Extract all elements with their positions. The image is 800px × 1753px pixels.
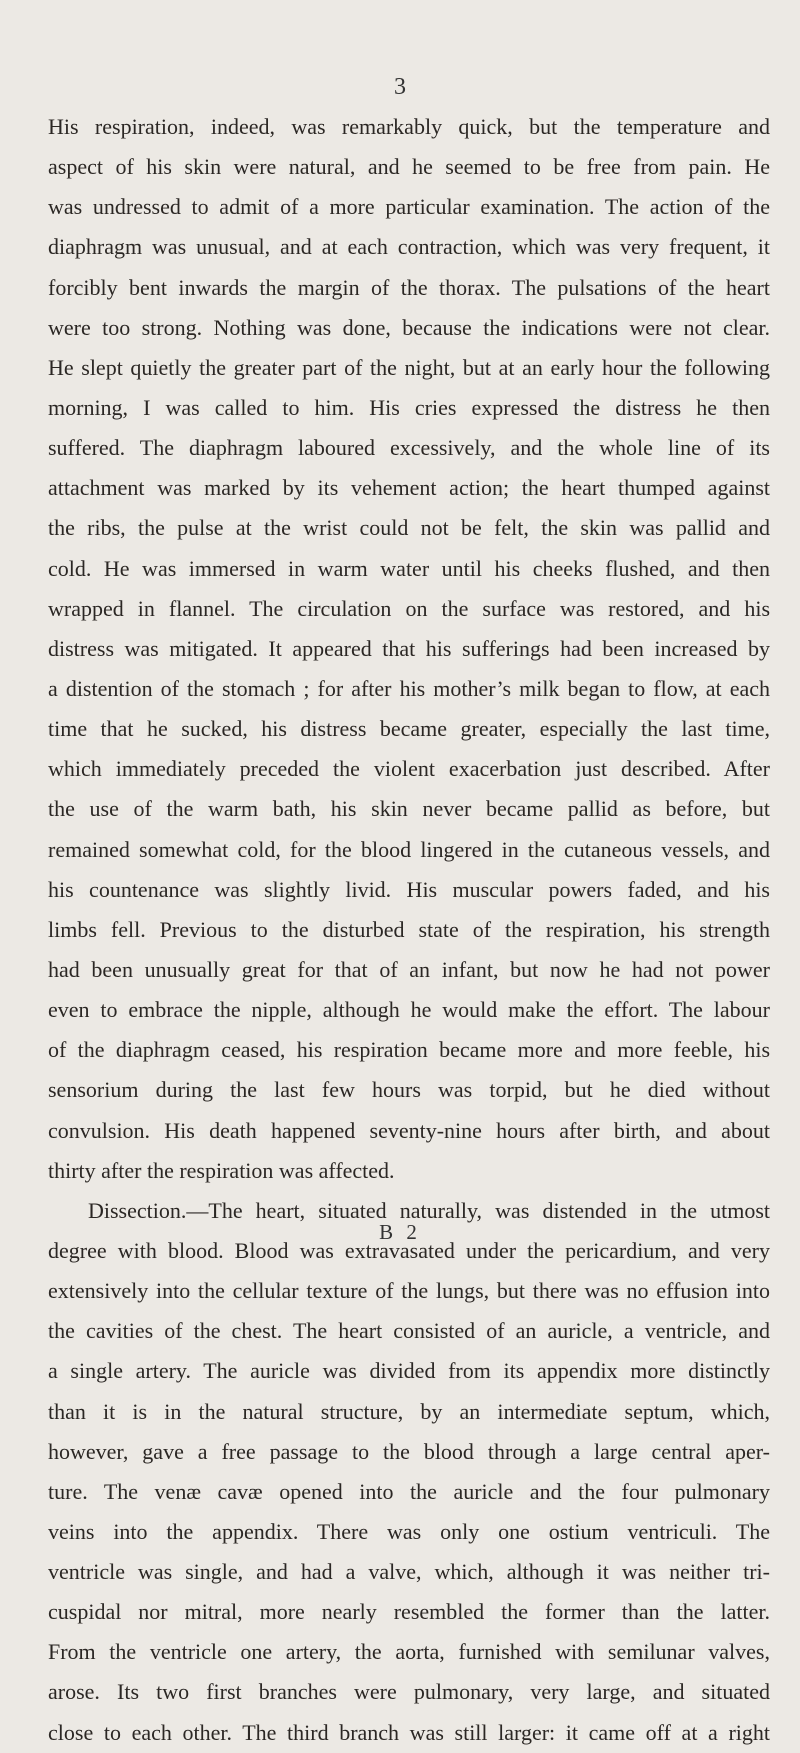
text-line: even to embrace the nipple, although he would make the effort. The labour xyxy=(48,997,770,1023)
text-line: the use of the warm bath, his skin never became pallid as before, but xyxy=(48,796,770,822)
text-line: extensively into the cellular texture of the lungs, but there was no effusion into xyxy=(48,1278,770,1304)
text-line: attachment was marked by its vehement action; the heart thumped against xyxy=(48,475,770,501)
text-line: diaphragm was unusual, and at each contraction, which was very frequent, it xyxy=(48,234,770,260)
text-line: limbs fell. Previous to the disturbed state of the respiration, his strength xyxy=(48,916,770,942)
text-line: forcibly bent inwards the margin of the thorax. The pulsations of the heart xyxy=(48,274,770,300)
text-line: ventricle was single, and had a valve, which, although it was neither tri- xyxy=(48,1559,770,1585)
text-line: his countenance was slightly livid. His muscular powers faded, and his xyxy=(48,876,770,902)
text-line: wrapped in flannel. The circulation on the surface was restored, and his xyxy=(48,595,770,621)
text-line: suffered. The diaphragm laboured excessively, and the whole line of its xyxy=(48,435,770,461)
text-line: a single artery. The auricle was divided from its appendix more distinctly xyxy=(48,1358,770,1384)
text-line: time that he sucked, his distress became greater, especially the last time, xyxy=(48,716,770,742)
text-line: had been unusually great for that of an infant, but now he had not power xyxy=(48,956,770,982)
text-line: His respiration, indeed, was remarkably quick, but the temperature and xyxy=(48,114,770,139)
text-line: sensorium during the last few hours was torpid, but he died without xyxy=(48,1077,770,1103)
text-line: He slept quietly the greater part of the night, but at an early hour the following xyxy=(48,354,770,380)
signature-mark: B 2 xyxy=(379,1220,421,1244)
text-line: cuspidal nor mitral, more nearly resembled the former than the latter. xyxy=(48,1599,770,1625)
text-line: the cavities of the chest. The heart consisted of an auricle, a ventricle, and xyxy=(48,1318,770,1344)
text-line: veins into the appendix. There was only one ostium ventriculi. The xyxy=(48,1518,770,1544)
text-line: remained somewhat cold, for the blood lingered in the cutaneous vessels, and xyxy=(48,836,770,862)
text-line: however, gave a free passage to the blood through a large central aper- xyxy=(48,1438,770,1464)
text-line: a distention of the stomach ; for after his mother’s milk began to flow, at each xyxy=(48,675,770,701)
text-line: Dissection.—The heart, situated naturally, was distended in the utmost xyxy=(88,1197,770,1223)
text-line: was undressed to admit of a more particular examination. The action of the xyxy=(48,194,770,220)
body-text xyxy=(48,107,770,1753)
text-line: aspect of his skin were natural, and he seemed to be free from pain. He xyxy=(48,154,770,180)
text-line: the ribs, the pulse at the wrist could not be felt, the skin was pallid and xyxy=(48,515,770,541)
text-line: thirty after the respiration was affected. xyxy=(48,1157,395,1183)
text-line: of the diaphragm ceased, his respiration became more and more feeble, his xyxy=(48,1037,770,1063)
text-line: close to each other. The third branch was still larger: it came off at a right xyxy=(48,1719,770,1745)
text-line: cold. He was immersed in warm water until his cheeks flushed, and then xyxy=(48,555,770,581)
text-line: than it is in the natural structure, by an intermediate septum, which, xyxy=(48,1398,770,1424)
text-line: were too strong. Nothing was done, because the indications were not clear. xyxy=(48,314,770,340)
page-number: 3 xyxy=(394,74,406,100)
text-line: arose. Its two first branches were pulmonary, very large, and situated xyxy=(48,1679,770,1705)
text-line: ture. The venæ cavæ opened into the auricle and the four pulmonary xyxy=(48,1478,770,1504)
text-line: convulsion. His death happened seventy-nine hours after birth, and about xyxy=(48,1117,770,1143)
text-line: From the ventricle one artery, the aorta, furnished with semilunar valves, xyxy=(48,1639,770,1665)
text-line: morning, I was called to him. His cries expressed the distress he then xyxy=(48,394,770,420)
text-line: degree with blood. Blood was extravasated under the pericardium, and very xyxy=(48,1237,770,1263)
text-line: which immediately preceded the violent exacerbation just described. After xyxy=(48,756,770,782)
text-line: distress was mitigated. It appeared that his sufferings had been increased by xyxy=(48,635,770,661)
